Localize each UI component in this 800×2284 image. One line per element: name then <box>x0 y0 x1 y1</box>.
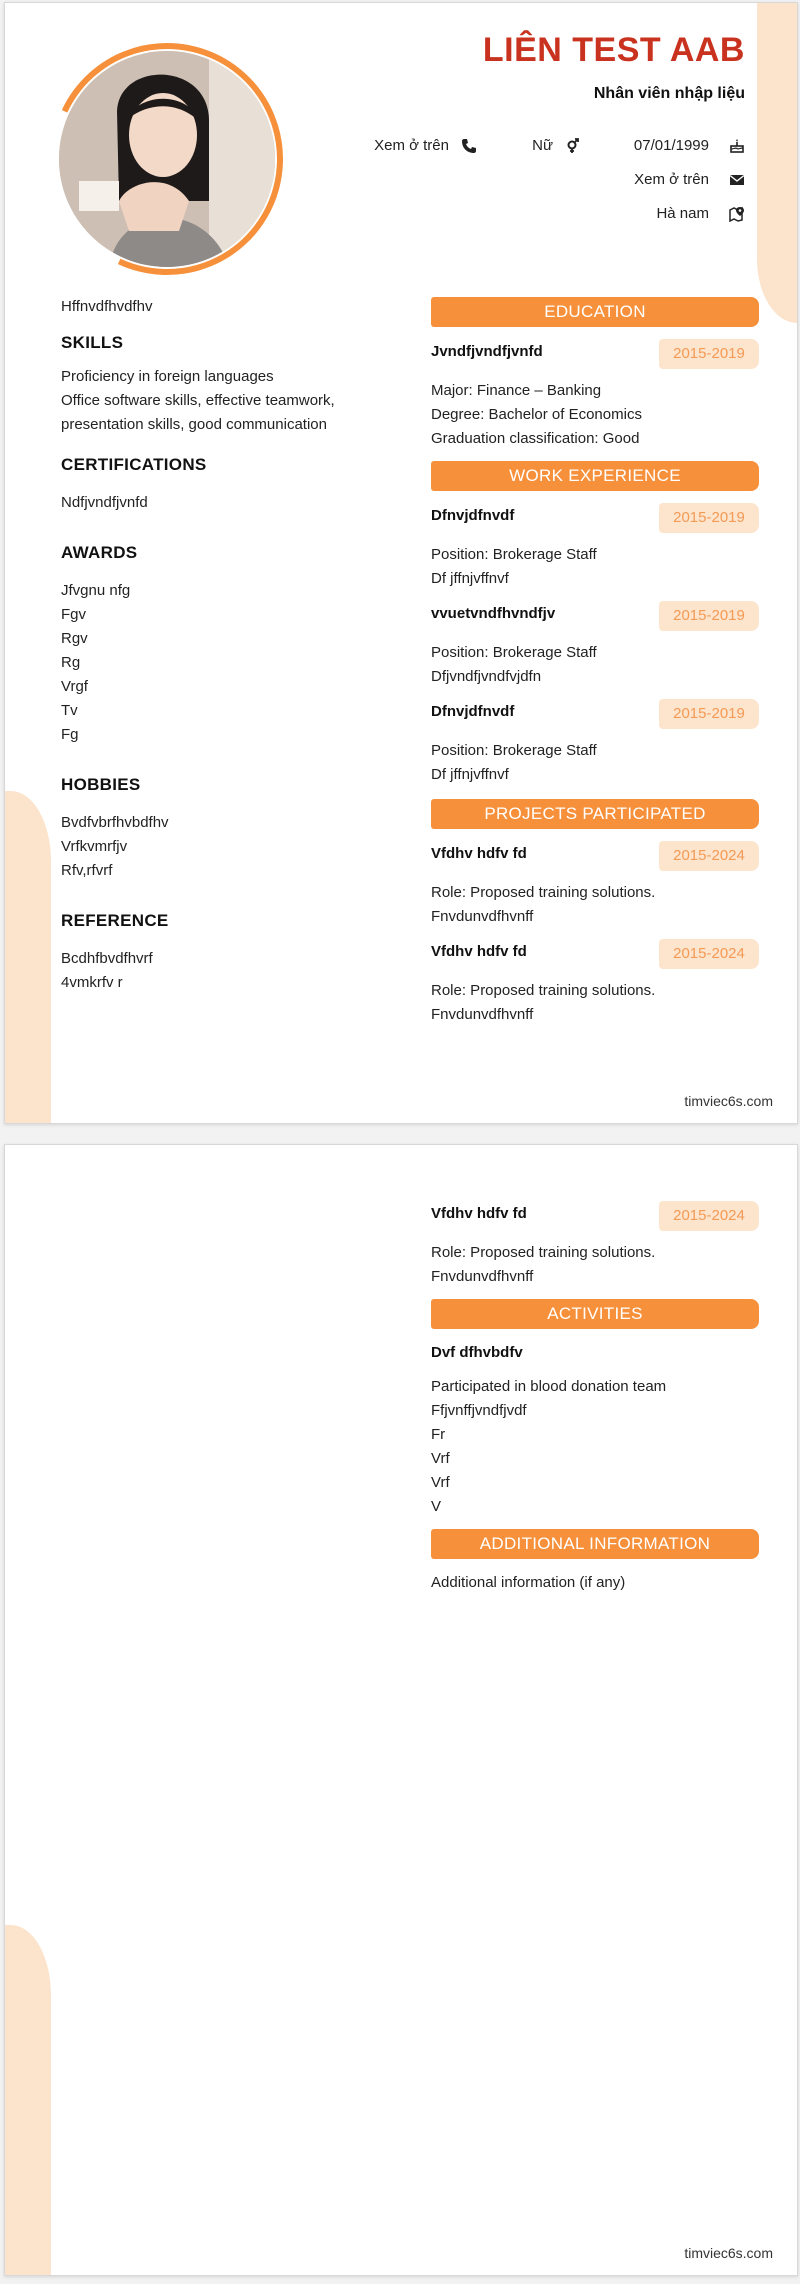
awards-heading: AWARDS <box>61 543 138 562</box>
right-column <box>431 1201 759 1595</box>
gender-text: Nữ <box>532 137 553 154</box>
profile-photo <box>59 51 275 267</box>
education-heading: EDUCATION <box>431 297 759 327</box>
education-line: Graduation classification: Good <box>431 430 640 447</box>
cv-page-1 <box>4 2 798 1124</box>
cv-page-2 <box>4 1144 798 2276</box>
activity-line: Vrf <box>431 1474 450 1491</box>
certification-line: Ndfjvndfjvnfd <box>61 494 148 511</box>
project-name: Vfdhv hdfv fd <box>431 943 527 960</box>
birthday-info <box>634 137 745 154</box>
decorative-shape <box>757 3 797 323</box>
projects-heading: PROJECTS PARTICIPATED <box>431 799 759 829</box>
work-entry <box>431 699 759 787</box>
project-line: Role: Proposed training solutions. <box>431 1244 656 1261</box>
award-line: Fgv <box>61 606 87 623</box>
activity-line: Ffjvnffjvndfjvdf <box>431 1402 527 1419</box>
work-line: Position: Brokerage Staff <box>431 742 597 759</box>
activity-line: V <box>431 1498 442 1515</box>
additional-info-heading: ADDITIONAL INFORMATION <box>431 1529 759 1559</box>
project-name: Vfdhv hdfv fd <box>431 1205 527 1222</box>
education-line: Major: Finance – Banking <box>431 382 602 399</box>
phone-text: Xem ở trên <box>374 137 449 154</box>
award-line: Jfvgnu nfg <box>61 582 131 599</box>
birthday-cake-icon <box>729 138 745 154</box>
project-entry <box>431 841 759 929</box>
hobbies-list <box>61 811 401 883</box>
project-line: Fnvdunvdfhvnff <box>431 908 534 925</box>
project-entry <box>431 1201 759 1289</box>
work-line: Dfjvndfjvndfvjdfn <box>431 668 542 685</box>
education-line: Degree: Bachelor of Economics <box>431 406 642 423</box>
avatar <box>51 43 295 281</box>
certifications-list <box>61 491 401 515</box>
work-line: Df jffnjvffnvf <box>431 570 509 587</box>
intro-text: Hffnvdfhvdfhv <box>61 298 153 315</box>
award-line: Vrgf <box>61 678 88 695</box>
activities-heading: ACTIVITIES <box>431 1299 759 1329</box>
award-line: Fg <box>61 726 79 743</box>
company-name: Dfnvjdfnvdf <box>431 507 515 524</box>
activity-line: Vrf <box>431 1450 450 1467</box>
work-line: Df jffnjvffnvf <box>431 766 509 783</box>
activity-line: Fr <box>431 1426 446 1443</box>
skills-heading: SKILLS <box>61 333 124 352</box>
activity-entry <box>431 1341 759 1519</box>
candidate-name: LIÊN TEST AAB <box>482 31 745 69</box>
gender-icon <box>565 138 581 154</box>
envelope-icon <box>729 172 745 188</box>
phone-info <box>374 137 477 154</box>
hobby-line: Bvdfvbrfhvbdfhv <box>61 814 169 831</box>
phone-icon <box>461 138 477 154</box>
reference-heading: REFERENCE <box>61 911 169 930</box>
work-experience-heading: WORK EXPERIENCE <box>431 461 759 491</box>
date-badge: 2015-2019 <box>659 339 759 369</box>
left-column <box>61 295 401 995</box>
work-line: Position: Brokerage Staff <box>431 644 597 661</box>
project-line: Fnvdunvdfhvnff <box>431 1268 534 1285</box>
address-text: Hà nam <box>656 205 709 222</box>
date-badge: 2015-2019 <box>659 503 759 533</box>
award-line: Tv <box>61 702 78 719</box>
date-badge: 2015-2019 <box>659 699 759 729</box>
birthday-text: 07/01/1999 <box>633 137 709 154</box>
activity-line: Participated in blood donation team <box>431 1378 667 1395</box>
email-info <box>634 171 745 188</box>
address-info <box>656 205 745 222</box>
awards-list <box>61 579 401 747</box>
education-entry <box>431 339 759 451</box>
additional-info-text: Additional information (if any) <box>431 1574 626 1591</box>
project-entry <box>431 939 759 1027</box>
map-marker-icon <box>729 206 745 222</box>
job-title: Nhân viên nhập liệu <box>593 85 745 102</box>
company-name: Dfnvjdfnvdf <box>431 703 515 720</box>
date-badge: 2015-2019 <box>659 601 759 631</box>
work-entry <box>431 601 759 689</box>
footer-site: timviec6s.com <box>684 1093 773 1109</box>
project-line: Fnvdunvdfhvnff <box>431 1006 534 1023</box>
skills-line: Office software skills, effective teamwork, <box>61 392 335 409</box>
hobby-line: Rfv,rfvrf <box>61 862 113 879</box>
skills-line: Proficiency in foreign languages <box>61 368 274 385</box>
right-column <box>431 297 759 1027</box>
hobbies-heading: HOBBIES <box>61 775 141 794</box>
decorative-shape <box>5 791 51 1123</box>
company-name: vvuetvndfhvndfjv <box>431 605 556 622</box>
email-text: Xem ở trên <box>634 171 709 188</box>
reference-list <box>61 947 401 995</box>
certifications-heading: CERTIFICATIONS <box>61 455 207 474</box>
gender-info <box>532 137 581 154</box>
work-entry <box>431 503 759 591</box>
skills-list <box>61 365 401 437</box>
project-line: Role: Proposed training solutions. <box>431 982 656 999</box>
footer-site: timviec6s.com <box>684 2245 773 2261</box>
date-badge: 2015-2024 <box>659 1201 759 1231</box>
project-line: Role: Proposed training solutions. <box>431 884 656 901</box>
school-name: Jvndfjvndfjvnfd <box>431 343 543 360</box>
work-line: Position: Brokerage Staff <box>431 546 597 563</box>
activity-name: Dvf dfhvbdfv <box>431 1344 523 1361</box>
hobby-line: Vrfkvmrfjv <box>61 838 128 855</box>
award-line: Rgv <box>61 630 88 647</box>
decorative-shape <box>5 1925 51 2275</box>
project-name: Vfdhv hdfv fd <box>431 845 527 862</box>
date-badge: 2015-2024 <box>659 841 759 871</box>
reference-line: Bcdhfbvdfhvrf <box>61 950 153 967</box>
date-badge: 2015-2024 <box>659 939 759 969</box>
skills-line: presentation skills, good communication <box>61 416 327 433</box>
award-line: Rg <box>61 654 81 671</box>
reference-line: 4vmkrfv r <box>61 974 123 991</box>
